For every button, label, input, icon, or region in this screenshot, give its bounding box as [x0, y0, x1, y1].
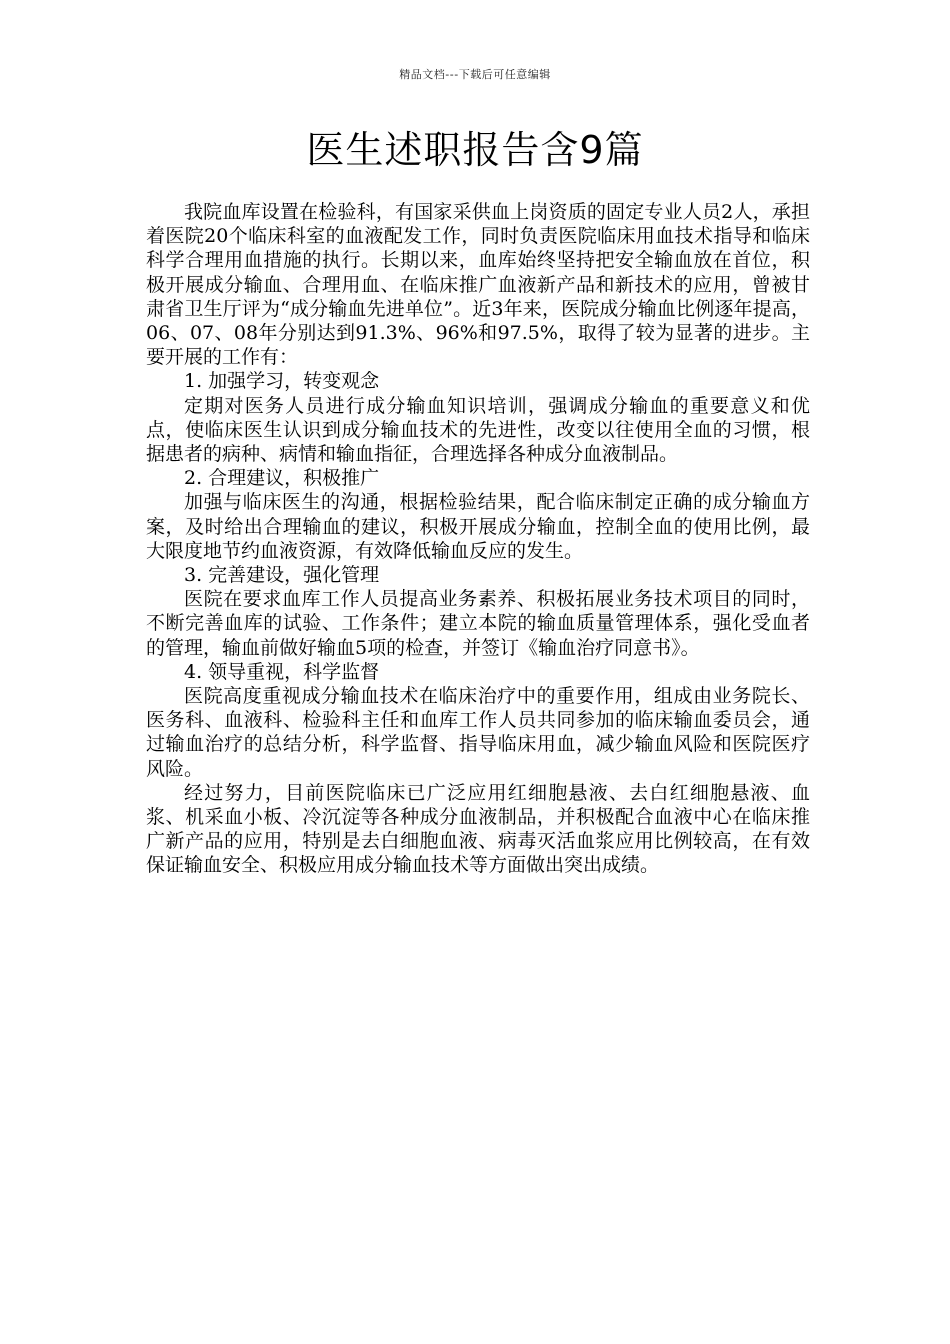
paragraph-section-2: 加强与临床医生的沟通，根据检验结果，配合临床制定正确的成分输血方案，及时给出合理输血的建议，积极开展成分输血，控制全血的使用比例，最大限度地节约血液资源，有效降低输血反应的发生。	[146, 491, 810, 562]
paragraph-intro: 我院血库设置在检验科，有国家采供血上岗资质的固定专业人员2人，承担着医院20个临床科室的血液配发工作，同时负责医院临床用血技术指导和临床科学合理用血措施的执行。长期以来，血库始终坚持把安全输血放在首位，积极开展成分输血、合理用血、在临床推广血液新产品和新技术的应用，曾被甘肃省卫生厅评为“成分输血先进单位”。近3年来，医院成分输血比例逐年提高，06、07、08年分别达到91.3%、96%和97.5%，取得了较为显著的进步。主要开展的工作有：	[146, 201, 810, 369]
header-note: 精品文档---下载后可任意编辑	[399, 68, 551, 81]
paragraph-section-4: 医院高度重视成分输血技术在临床治疗中的重要作用，组成由业务院长、医务科、血液科、检验科主任和血库工作人员共同参加的临床输血委员会，通过输血治疗的总结分析，科学监督、指导临床用血，减少输血风险和医院医疗风险。	[146, 685, 810, 780]
section-heading-4: 4. 领导重视，科学监督	[184, 660, 380, 683]
paragraph-section-1: 定期对医务人员进行成分输血知识培训，强调成分输血的重要意义和优点，使临床医生认识到成分输血技术的先进性，改变以往使用全血的习惯，根据患者的病种、病情和输血指征，合理选择各种成分血液制品。	[146, 394, 810, 466]
section-heading-1: 1. 加强学习，转变观念	[184, 370, 380, 393]
document-body	[146, 200, 810, 878]
section-heading-3: 3. 完善建设，强化管理	[184, 564, 380, 587]
document-title: 医生述职报告含9篇	[306, 128, 644, 172]
paragraph-section-3: 医院在要求血库工作人员提高业务素养、积极拓展业务技术项目的同时，不断完善血库的试验、工作条件；建立本院的输血质量管理体系，强化受血者的管理，输血前做好输血5项的检查，并签订《输血治疗同意书》。	[146, 588, 810, 659]
paragraph-conclusion: 经过努力，目前医院临床已广泛应用红细胞悬液、去白红细胞悬液、血浆、机采血小板、冷沉淀等各种成分血液制品，并积极配合血液中心在临床推广新产品的应用，特别是去白细胞血液、病毒灭活血浆应用比例较高，在有效保证输血安全、积极应用成分输血技术等方面做出突出成绩。	[146, 781, 810, 877]
section-heading-2: 2. 合理建议，积极推广	[184, 467, 380, 490]
